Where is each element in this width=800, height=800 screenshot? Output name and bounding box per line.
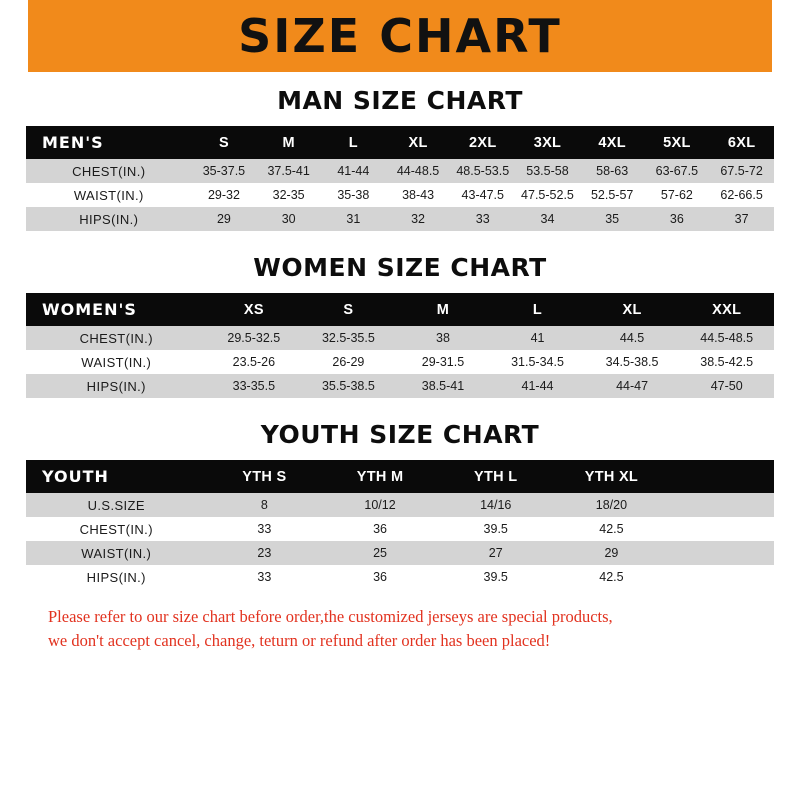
women-col-m: M [436,301,450,318]
youth-hips-s: 33 [257,570,272,584]
women-hips-xxl: 47-50 [710,379,743,393]
man-waist-6xl: 62-66.5 [720,188,763,202]
man-col-m: M [282,134,295,151]
footer-note [26,605,774,653]
women-waist-m: 29-31.5 [421,355,465,369]
youth-chest-s: 33 [257,522,272,536]
footer-note-line-2: we don't accept cancel, change, teturn or refund after order has been placed! [48,630,551,650]
youth-chest-empty [669,517,774,541]
youth-chest-xl: 42.5 [599,522,624,536]
women-row-waist-label: WAIST(IN.) [81,354,152,370]
man-chest-xl: 44-48.5 [396,164,440,178]
youth-row-chest-label: CHEST(IN.) [79,521,153,537]
women-hips-m: 38.5-41 [421,379,465,393]
man-chest-3xl: 53.5-58 [526,164,569,178]
women-size-table [26,293,774,398]
youth-size-table [26,460,774,589]
man-waist-2xl: 43-47.5 [461,188,504,202]
women-waist-xs: 23.5-26 [232,355,276,369]
table-row [26,207,774,231]
women-chest-s: 32.5-35.5 [321,331,375,345]
man-hips-s: 29 [216,212,231,226]
man-hips-xl: 32 [411,212,425,226]
women-col-xl: XL [622,301,642,318]
youth-col-empty [669,460,774,493]
youth-hips-m: 36 [373,570,387,584]
man-col-3xl: 3XL [533,134,562,151]
women-chest-l: 41 [530,331,545,345]
youth-row-ussize-label: U.S.SIZE [87,497,145,513]
man-row-hips-label: HIPS(IN.) [79,211,139,227]
man-label-header: MEN'S [42,133,104,152]
women-col-s: S [343,301,354,318]
youth-ussize-m: 10/12 [364,498,396,512]
man-hips-2xl: 33 [475,212,490,226]
table-row [26,159,774,183]
table-header-row [26,126,774,159]
women-col-l: L [532,301,543,318]
man-hips-6xl: 37 [734,212,749,226]
women-chest-xs: 29.5-32.5 [227,331,281,345]
man-waist-m: 32-35 [272,188,305,202]
women-waist-xxl: 38.5-42.5 [700,355,754,369]
header-left-spacer [0,0,28,72]
table-row [26,350,774,374]
man-col-5xl: 5XL [663,134,691,151]
youth-ussize-empty [669,493,774,517]
youth-ussize-s: 8 [260,498,268,512]
header-right-spacer [772,0,800,72]
youth-col-l: YTH L [474,468,518,485]
man-section-title: MAN SIZE CHART [277,86,523,115]
man-waist-s: 29-32 [207,188,240,202]
man-hips-5xl: 36 [669,212,684,226]
youth-col-s: YTH S [242,468,287,485]
youth-section-title: YOUTH SIZE CHART [260,420,540,449]
youth-col-m: YTH M [356,468,404,485]
table-row [26,326,774,350]
table-row [26,541,774,565]
man-chest-4xl: 58-63 [596,164,629,178]
man-row-waist-label: WAIST(IN.) [73,187,144,203]
man-hips-m: 30 [281,212,296,226]
youth-waist-s: 23 [257,546,272,560]
youth-waist-l: 27 [488,546,503,560]
table-row [26,374,774,398]
women-hips-xs: 33-35.5 [232,379,276,393]
man-col-l: L [348,134,358,151]
man-chest-5xl: 63-67.5 [655,164,699,178]
youth-row-waist-label: WAIST(IN.) [81,545,152,561]
footer-note-line-1: Please refer to our size chart before order,the customized jerseys are special products, [48,607,613,626]
header-band [0,0,800,72]
women-row-hips-label: HIPS(IN.) [86,378,146,394]
youth-hips-empty [669,565,774,589]
table-row [26,565,774,589]
table-row [26,183,774,207]
man-col-2xl: 2XL [469,134,497,151]
youth-chest-l: 39.5 [483,522,508,536]
man-waist-5xl: 57-62 [660,188,693,202]
man-col-4xl: 4XL [598,134,626,151]
women-waist-s: 26-29 [332,355,365,369]
women-label-header: WOMEN'S [42,300,137,319]
youth-row-hips-label: HIPS(IN.) [86,569,146,585]
man-waist-xl: 38-43 [402,188,435,202]
youth-waist-m: 25 [373,546,387,560]
women-section-title: WOMEN SIZE CHART [253,253,547,282]
man-col-xl: XL [408,134,428,151]
women-col-xxl: XXL [712,301,742,318]
man-chest-m: 37.5-41 [267,164,310,178]
man-chest-6xl: 67.5-72 [720,164,763,178]
table-row [26,517,774,541]
content [0,86,800,653]
man-hips-l: 31 [346,212,361,226]
man-waist-4xl: 52.5-57 [590,188,634,202]
man-hips-4xl: 35 [605,212,620,226]
man-row-chest-label: CHEST(IN.) [72,163,146,179]
man-hips-3xl: 34 [540,212,555,226]
women-hips-l: 41-44 [521,379,554,393]
man-size-table [26,126,774,231]
youth-waist-xl: 29 [604,546,619,560]
table-row [26,493,774,517]
women-chest-m: 38 [436,331,450,345]
man-chest-l: 41-44 [337,164,370,178]
youth-label-header: YOUTH [42,467,109,486]
women-row-chest-label: CHEST(IN.) [79,330,153,346]
man-chest-2xl: 48.5-53.5 [456,164,510,178]
women-chest-xl: 44.5 [619,331,645,345]
youth-col-xl: YTH XL [584,468,639,485]
youth-ussize-xl: 18/20 [595,498,628,512]
man-waist-3xl: 47.5-52.5 [521,188,574,202]
youth-chest-m: 36 [373,522,387,536]
women-waist-xl: 34.5-38.5 [605,355,659,369]
women-col-xs: XS [243,301,264,318]
man-chest-s: 35-37.5 [202,164,246,178]
man-col-s: S [218,134,229,151]
page-title: SIZE CHART [238,9,562,63]
youth-ussize-l: 14/16 [480,498,512,512]
youth-hips-xl: 42.5 [599,570,624,584]
youth-waist-empty [669,541,774,565]
women-hips-xl: 44-47 [616,379,649,393]
man-waist-l: 35-38 [337,188,370,202]
women-chest-xxl: 44.5-48.5 [700,331,754,345]
man-col-6xl: 6XL [727,134,756,151]
table-header-row [26,293,774,326]
women-hips-s: 35.5-38.5 [321,379,375,393]
table-header-row [26,460,774,493]
youth-hips-l: 39.5 [483,570,508,584]
women-waist-l: 31.5-34.5 [511,355,564,369]
